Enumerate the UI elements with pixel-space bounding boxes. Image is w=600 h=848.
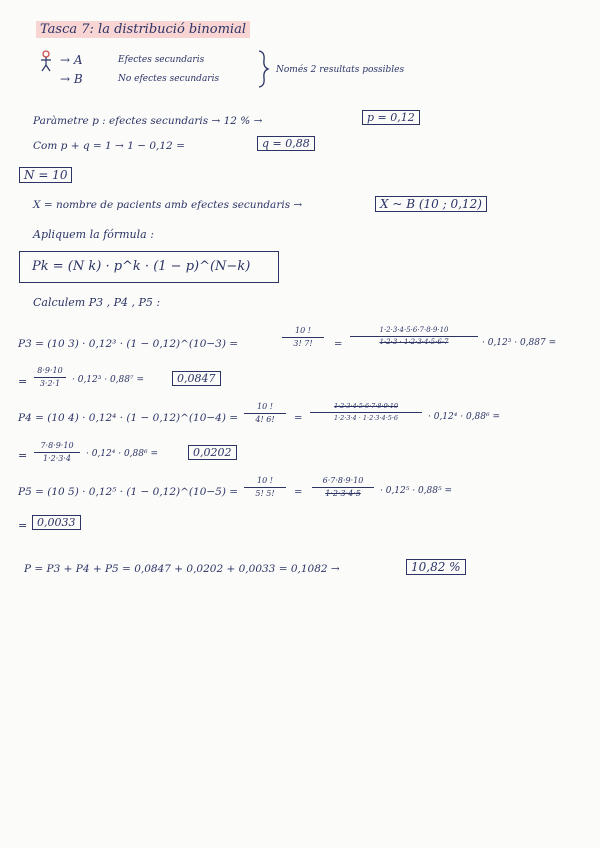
p4-fraction-2 (310, 403, 422, 421)
p3-f2-num: 1·2·3·4·5·6·7·8·9·10 (350, 327, 478, 337)
p5-result-box: 0,0033 (32, 515, 81, 530)
p3-fraction-3 (34, 367, 66, 388)
p3-fraction-2 (350, 327, 478, 346)
apply-formula-heading: Apliquem la fórmula : (33, 228, 154, 241)
p4-f3-num: 7·8·9·10 (34, 442, 80, 453)
n-value-box: N = 10 (19, 167, 72, 183)
p4-f2-num: 1·2·3·4·5·6·7·8·9·10 (310, 403, 422, 413)
p3-result-box: 0,0847 (172, 371, 221, 386)
page-title: Tasca 7: la distribució binomial (36, 21, 250, 38)
p3-line2: · 0,12³ · 0,88⁷ = (72, 375, 144, 385)
param-p-line: Paràmetre p : efectes secundaris → 12 % → (33, 115, 263, 127)
q-value-box: q = 0,88 (257, 136, 315, 151)
p5-equals: = (18, 519, 28, 532)
p4-f3-den: 1·2·3·4 (43, 454, 71, 463)
p3-equals: = (18, 375, 28, 388)
x-distribution-box: X ~ B (10 ; 0,12) (375, 196, 487, 212)
outcome-a-text: Efectes secundaris (118, 55, 205, 65)
p5-fraction-1 (244, 477, 286, 498)
p3-f3-num: 8·9·10 (34, 367, 66, 378)
p4-f2-den: 1·2·3·4 · 1·2·3·4·5·6 (333, 413, 399, 422)
equals-sign: = (294, 413, 303, 424)
x-definition: X = nombre de pacients amb efectes secundaris → (33, 199, 303, 211)
final-sum-line: P = P3 + P4 + P5 = 0,0847 + 0,0202 + 0,0033 = 0,1082 → (24, 563, 340, 575)
p5-fraction-2 (312, 477, 374, 498)
curly-brace (256, 50, 270, 88)
p5-f1-num: 10 ! (244, 477, 286, 488)
calc-heading: Calculem P3 , P4 , P5 : (33, 296, 161, 309)
p-value-box: p = 0,12 (362, 110, 420, 125)
p3-f3-den: 3·2·1 (39, 379, 61, 388)
p4-fraction-3 (34, 442, 80, 463)
outcome-b-label: → B (60, 72, 83, 86)
p5-f2-num: 6·7·8·9·10 (312, 477, 374, 488)
person-icon (40, 50, 52, 76)
p5-f2-den: 1·2·3·4·5 (325, 489, 361, 498)
equals-sign: = (334, 339, 343, 350)
p4-f1-den: 4! 6! (255, 415, 275, 424)
p5-tail: · 0,12⁵ · 0,88⁵ = (380, 486, 452, 496)
p3-f2-den: 1·2·3 · 1·2·3·4·5·6·7 (379, 338, 449, 346)
equals-sign: = (294, 487, 303, 498)
p3-f1-num: 10 ! (282, 327, 324, 338)
p3-f1-den: 3! 7! (293, 339, 313, 348)
binomial-formula: Pk = (N k) · p^k · (1 − p)^(N−k) (32, 259, 251, 274)
p4-result-box: 0,0202 (188, 445, 237, 460)
final-result-box: 10,82 % (406, 559, 466, 575)
p5-f1-den: 5! 5! (255, 489, 275, 498)
outcome-a-label: → A (60, 53, 83, 67)
p5-lhs: P5 = (10 5) · 0,12⁵ · (1 − 0,12)^(10−5) = (18, 486, 239, 498)
p4-equals: = (18, 449, 28, 462)
p4-line2: · 0,12⁴ · 0,88⁶ = (86, 449, 158, 459)
p4-f1-num: 10 ! (244, 403, 286, 414)
p3-fraction-1 (282, 327, 324, 348)
p4-tail: · 0,12⁴ · 0,88⁶ = (428, 412, 500, 422)
two-outcomes-note: Només 2 resultats possibles (276, 65, 405, 75)
p4-fraction-1 (244, 403, 286, 424)
pq-line: Com p + q = 1 → 1 − 0,12 = (33, 140, 185, 152)
p4-lhs: P4 = (10 4) · 0,12⁴ · (1 − 0,12)^(10−4) = (18, 412, 239, 424)
outcome-b-text: No efectes secundaris (118, 74, 220, 84)
p3-tail: · 0,12³ · 0,887 = (482, 338, 557, 348)
p3-lhs: P3 = (10 3) · 0,12³ · (1 − 0,12)^(10−3) = (18, 338, 239, 350)
